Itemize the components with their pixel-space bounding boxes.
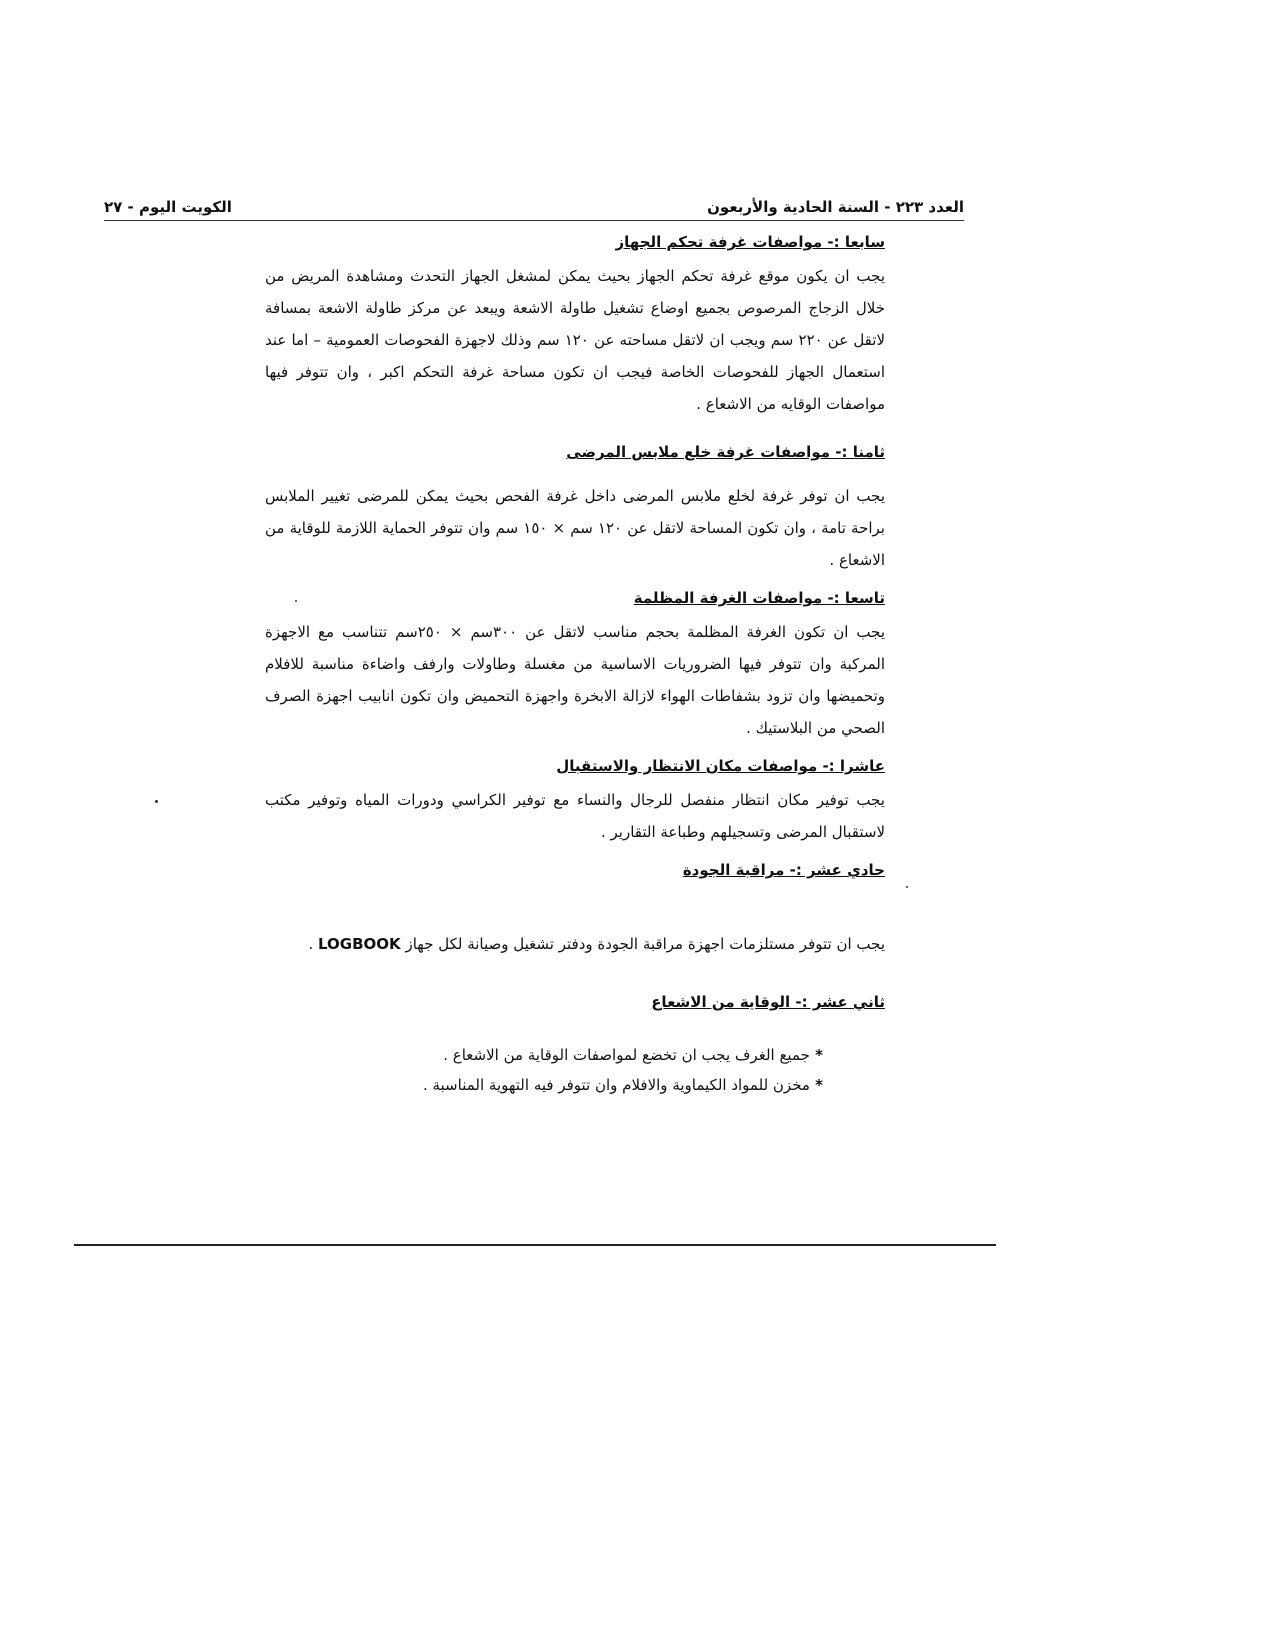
section-paragraph: يجب ان يكون موقع غرفة تحكم الجهاز بحيث يمكن لمشغل الجهاز التحدث ومشاهدة المريض من خلال الزجاج المرصوص بجميع اوضاع تشغيل طاولة الاشعة ويبعد عن مركز طاولة الاشعة بمسافة لاتقل عن ٢٢٠ سم ويجب ان لاتقل مساحته عن ١٢٠ سم وذلك لاجهزة الفحوصات العمومية – اما عند استعمال الجهاز للفحوصات الخاصة فيجب ان تكون مساحة غرفة التحكم اكبر ، وان تتوفر فيها مواصفات الوقايه من الاشعاع .: [265, 267, 885, 413]
section-paragraph: يجب ان توفر غرفة لخلع ملابس المرضى داخل غرفة الفحص بحيث يمكن للمرضى تغيير الملابس براحة تامة ، وان تكون المساحة لاتقل عن ١٢٠ سم × ١٥٠ سم وان تتوفر الحماية اللازمة للوقاية من الاشعاع .: [265, 487, 885, 569]
document-body: [265, 230, 885, 1110]
section-heading: ثاني عشر :- الوقاية من الاشعاع: [651, 993, 885, 1011]
paragraph-text: يجب ان تتوفر مستلزمات اجهزة مراقبة الجودة ودفتر تشغيل وصيانة لكل جهاز: [405, 935, 885, 953]
section-tenth: [265, 754, 885, 848]
section-eleventh: [265, 858, 885, 960]
section-seventh: [265, 230, 885, 420]
paragraph-end: .: [308, 935, 314, 953]
logbook-term: LOGBOOK: [318, 935, 401, 953]
section-paragraph: يجب توفير مكان انتظار منفصل للرجال والنساء مع توفير الكراسي ودورات المياه وتوفير مكتب لاستقبال المرضى وتسجيلهم وطباعة التقارير .: [265, 791, 885, 841]
bullet-list: [265, 1040, 885, 1100]
section-eighth: [265, 440, 885, 576]
bullet-item: * جميع الغرف يجب ان تخضع لمواصفات الوقاية من الاشعاع .: [265, 1040, 823, 1070]
scan-speck: [155, 800, 158, 803]
header-left-title: الكويت اليوم - ٢٧: [104, 198, 232, 216]
section-ninth: [265, 586, 885, 744]
section-heading: سابعا :- مواصفات غرفة تحكم الجهاز: [615, 233, 885, 251]
section-heading: تاسعا :- مواصفات الغرفة المظلمة: [633, 589, 885, 607]
scan-speck: [295, 600, 297, 602]
section-twelfth: [265, 990, 885, 1100]
header-divider: [104, 220, 964, 221]
footer-divider: [74, 1244, 996, 1246]
scan-speck: [906, 886, 908, 888]
header-issue-info: العدد ٢٢٣ - السنة الحادية والأربعون: [707, 198, 964, 216]
section-paragraph: يجب ان تكون الغرفة المظلمة بحجم مناسب لاتقل عن ٣٠٠سم × ٢٥٠سم تتناسب مع الاجهزة المركبة وان تتوفر فيها الضروريات الاساسية من مغسلة وطاولات وارفف واضاءة مناسبة للافلام وتحميضها وان تزود بشفاطات الهواء لازالة الابخرة واجهزة التحميض وان تكون انابيب اجهزة الصرف الصحي من البلاستيك .: [265, 623, 886, 737]
section-heading: ثامنا :- مواصفات غرفة خلع ملابس المرضى: [566, 443, 885, 461]
section-heading: عاشرا :- مواصفات مكان الانتظار والاستقبال: [556, 757, 885, 775]
section-paragraph: [265, 928, 885, 960]
section-heading: حادي عشر :- مراقبة الجودة: [682, 861, 885, 879]
bullet-item: * مخزن للمواد الكيماوية والافلام وان تتوفر فيه التهوية المناسبة .: [265, 1070, 823, 1100]
